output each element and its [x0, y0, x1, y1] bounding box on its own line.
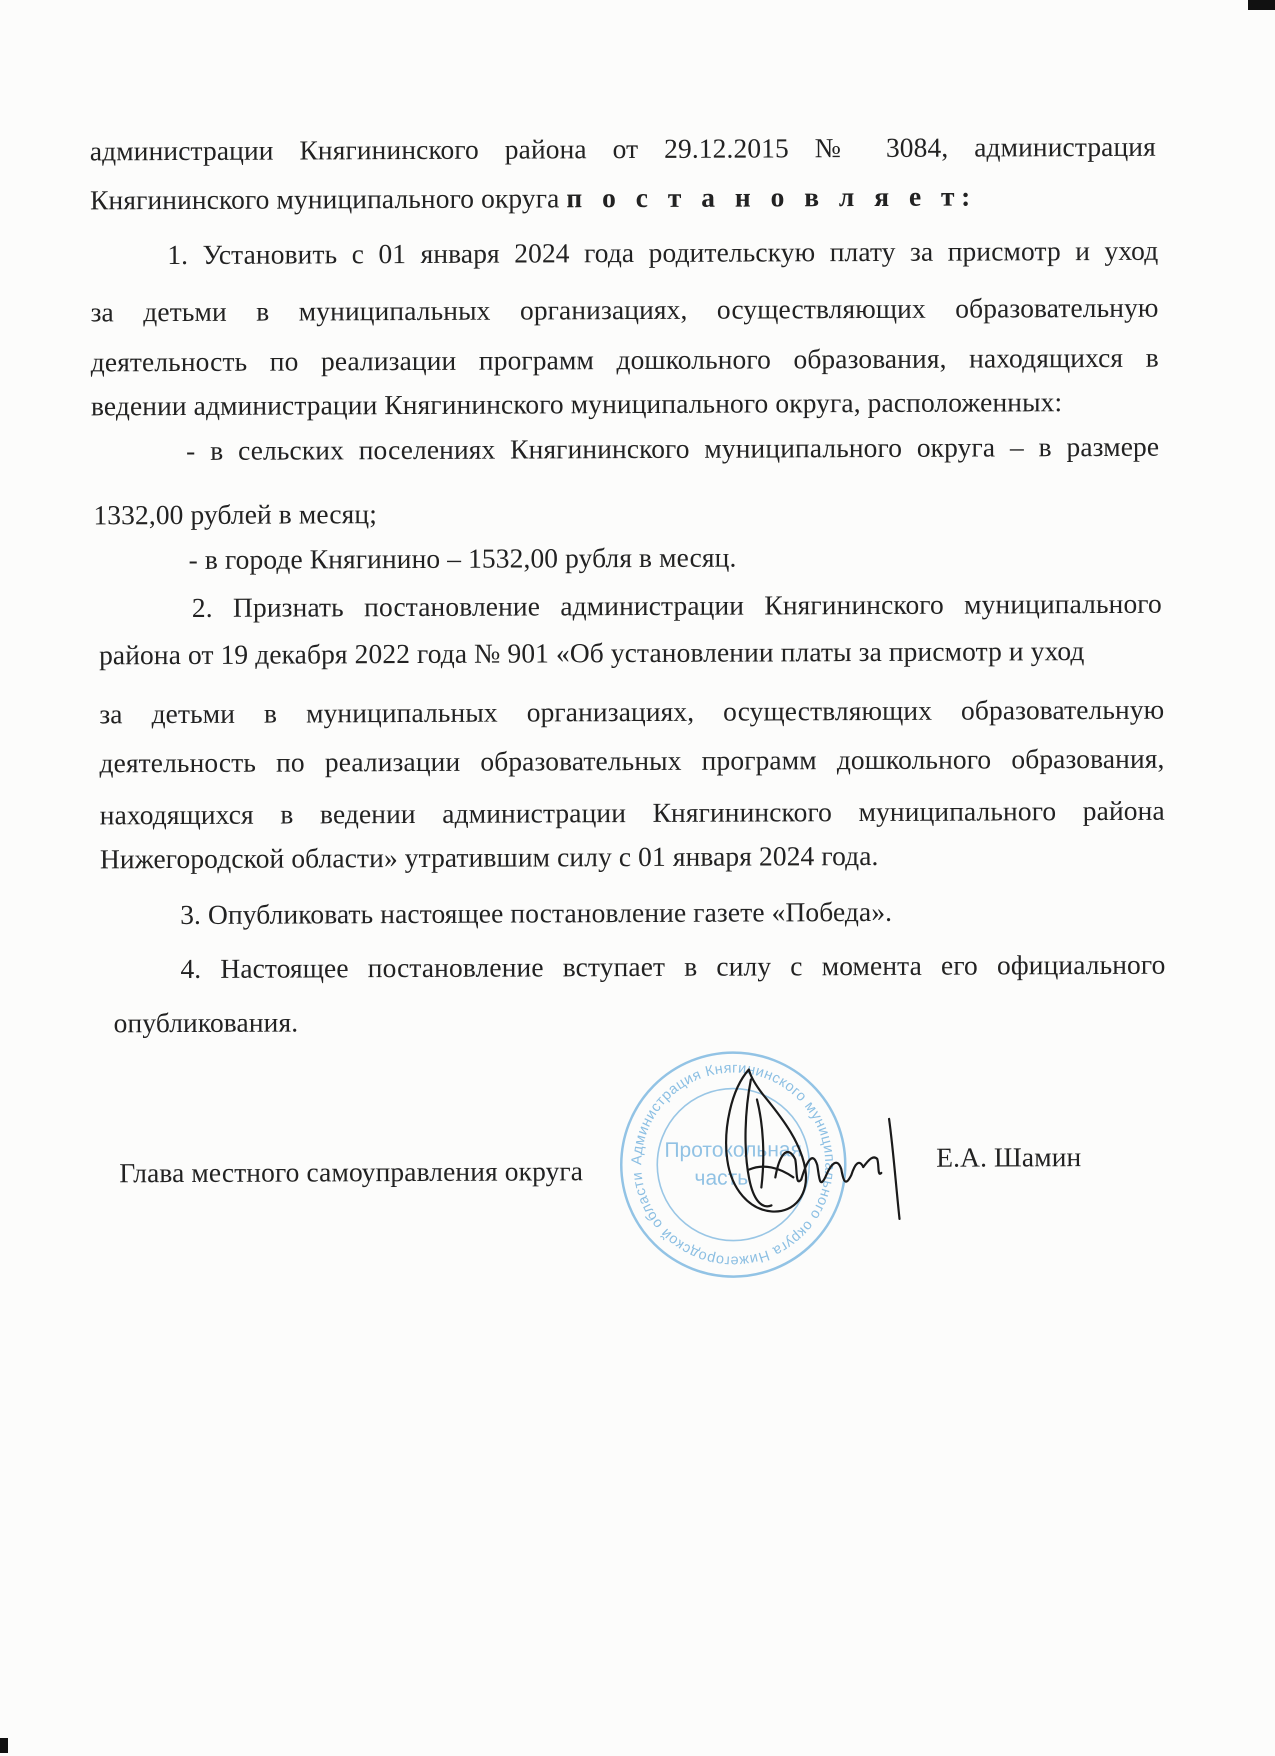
svg-text:Протокольная: Протокольная: [664, 1138, 803, 1162]
resolution-word: п о с т а н о в л я е т:: [566, 180, 977, 214]
item-4-line-2: опубликования.: [113, 1006, 299, 1039]
svg-text:Администрация Княгининского му: Администрация Княгининского муниципального округа Нижегородской области: [629, 1060, 838, 1269]
item-2-line-6: Нижегородской области» утратившим силу с 01 января 2024 года.: [99, 839, 879, 875]
signature-position: Глава местного самоуправления округа: [119, 1155, 584, 1189]
item-2-line-4: деятельность по реализации образовательных программ дошкольного образования,: [99, 742, 1165, 779]
svg-text:часть: часть: [694, 1166, 749, 1190]
item-2-line-3: за детьми в муниципальных организациях, осуществляющих образовательную: [99, 693, 1165, 730]
item-4-line-1: 4. Настоящее постановление вступает в силу с момента его официального: [180, 948, 1166, 984]
item-2-line-2: района от 19 декабря 2022 года № 901 «Об установлении платы за присмотр и уход: [98, 635, 1085, 671]
item-1-line-3: деятельность по реализации программ дошкольного образования, находящихся в: [90, 341, 1159, 378]
item-3-line-1: 3. Опубликовать настоящее постановление газете «Победа».: [180, 895, 893, 930]
preamble-line-1: администрации Княгининского района от 29.12.2015 № 3084, администрация: [89, 130, 1156, 167]
item-1-rural-line-2: 1332,00 рублей в месяц;: [93, 498, 378, 531]
item-2-line-1: 2. Признать постановление администрации Княгининского муниципального: [191, 587, 1162, 623]
item-1-line-4: ведении администрации Княгининского муниципального округа, расположенных:: [90, 386, 1063, 422]
item-2-line-5: находящихся в ведении администрации Княгининского муниципального района: [99, 794, 1165, 831]
item-1-line-2: за детьми в муниципальных организациях, осуществляющих образовательную: [90, 291, 1159, 328]
preamble-line-2: [90, 180, 977, 218]
preamble-text: Княгининского муниципального округа: [89, 182, 567, 216]
signature-name: Е.А. Шамин: [936, 1141, 1082, 1173]
item-1-rural-line-1: - в сельских поселениях Княгининского муниципального округа – в размере: [186, 430, 1160, 466]
handwritten-signature: [691, 1059, 922, 1240]
item-1-city-line: - в городе Княгинино – 1532,00 рубля в месяц.: [188, 541, 737, 575]
item-1-line-1: 1. Установить с 01 января 2024 года родительскую плату за присмотр и уход: [167, 234, 1159, 271]
